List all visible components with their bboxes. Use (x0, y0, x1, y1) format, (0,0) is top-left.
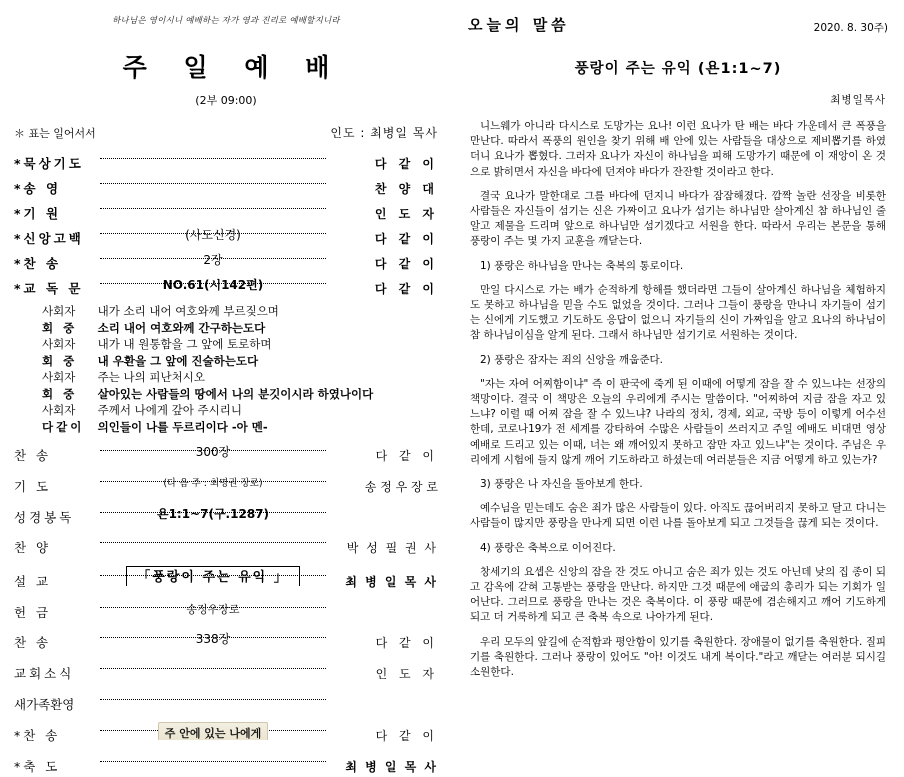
reading-text: 소리 내어 여호와께 간구하는도다 (97, 320, 266, 335)
note-row (0, 124, 452, 141)
order-item (14, 251, 438, 274)
dot-leader (100, 258, 326, 259)
order-item (14, 535, 438, 558)
dot-leader (100, 607, 326, 608)
order-center: NO.61(시142편) (162, 278, 264, 292)
order-center: 300장 (195, 445, 231, 459)
service-time: (2부 09:00) (195, 94, 257, 107)
order-middle (100, 226, 326, 243)
order-right: 다 같 이 (374, 257, 438, 271)
dot-leader (100, 481, 326, 482)
worship-order-column (0, 0, 452, 774)
sermon-paragraph: "자는 자여 어찌함이냐" 즉 이 판국에 죽게 된 이때에 어떻게 잠을 잘 수 있느냐는 선장의 책망이다. 결국 이 책망은 오늘의 우리에게 주시는 말씀이다. "어찌하여 지금 잠을 자고 있느냐? 이럴 때 어찌 잠을 잘 수 있느냐? 나라의 정치, 경제, 외교, 국방 등이 이렇게 어수선한데, 코로나19가 전 세계를 강타하여 수많은 사람들이 쓰러지고 주일 예배도 비대면 영상예배로 드리고 있는 이때, 너는 왜 깨어있지 못하고 잠만 자고 있느냐"는 것이다. 주님은 우리에게 시험에 들지 않게 깨어 기도하라고 하셨는데 여러분들은 지금 어떻게 하고 있는가? (470, 377, 886, 466)
order-label: *기 원 (14, 206, 62, 221)
order-label: 성경봉독 (14, 510, 75, 525)
order-item (14, 600, 438, 622)
dot-leader (100, 283, 326, 284)
sermon-paragraph: 3) 풍랑은 나 자신을 돌아보게 한다. (480, 478, 643, 491)
order-item (14, 566, 438, 592)
order-middle (100, 566, 326, 586)
order-item (14, 692, 438, 714)
order-item (14, 201, 438, 224)
order-middle (100, 722, 326, 740)
order-list-top (0, 151, 452, 299)
reading-speaker: 다같이 (42, 419, 85, 434)
order-center: 송정우장로 (186, 603, 240, 616)
dot-leader (100, 158, 326, 159)
sermon-body (452, 119, 904, 680)
sermon-header (452, 0, 904, 35)
order-middle (100, 201, 326, 218)
order-label: *신앙고백 (14, 231, 84, 246)
order-center: (사도신경) (185, 228, 241, 242)
sermon-paragraph: 1) 풍랑은 하나님을 만나는 축복의 통로이다. (480, 259, 684, 272)
order-middle (100, 535, 326, 552)
reading-line (42, 402, 452, 419)
sermon-paragraph: 4) 풍랑은 축복으로 이어진다. (480, 541, 616, 554)
order-label: 기 도 (14, 479, 52, 494)
dot-leader (100, 183, 326, 184)
order-right: 다 같 이 (374, 157, 438, 171)
order-center: 338장 (195, 632, 231, 646)
top-verse: 하나님은 영이시니 예배하는 자가 영과 진리로 예배할지니라 (112, 16, 340, 26)
order-right: 박 성 필 권 사 (346, 541, 438, 555)
reading-line (42, 336, 452, 353)
order-right: 다 같 이 (375, 449, 438, 463)
order-right: 최 병 일 목 사 (345, 575, 438, 589)
reading-text: 주는 나의 피난처시오 (97, 370, 205, 384)
order-label: 헌 금 (14, 605, 52, 620)
order-middle (100, 251, 326, 268)
order-item (14, 276, 438, 299)
order-middle (100, 443, 326, 460)
reading-speaker: 사회자 (42, 304, 76, 318)
order-item (14, 630, 438, 653)
sermon-paragraph: 결국 요나가 말한대로 그를 바다에 던지니 바다가 잠잠해졌다. 깜짝 놀란 선장을 비롯한 사람들은 자신들이 섬기는 신은 가짜이고 요나가 섬기는 하나님만 살아계신 참 하나님인 줄 알고 제물을 드리며 앞으로 하나님만 섬기겠다고 서원을 한다. 따라서 우리는 본문을 통해 풍랑이 주는 몇 가지 교훈을 깨닫는다. (470, 189, 886, 248)
dot-leader (100, 761, 326, 762)
order-label: *교 독 문 (14, 281, 84, 296)
reading-speaker: 회 중 (42, 320, 78, 335)
page-title: 주 일 예 배 (122, 53, 344, 82)
reading-text: 내가 소리 내어 여호와께 부르짖으며 (97, 304, 279, 318)
order-item (14, 443, 438, 466)
order-right: 다 같 이 (374, 282, 438, 296)
reading-line (42, 353, 452, 370)
sermon-title-box: 「풍랑이 주는 유익 」 (126, 566, 299, 586)
reading-speaker: 사회자 (42, 370, 76, 384)
responsive-reading (0, 303, 452, 435)
dot-leader (100, 575, 326, 576)
reading-speaker: 사회자 (42, 337, 76, 351)
bulletin-date: 2020. 8. 30주) (813, 22, 888, 34)
order-label: 새가족환영 (14, 697, 75, 712)
order-middle (100, 661, 326, 678)
order-label: *송 영 (14, 181, 62, 196)
reading-text: 주께서 나에게 갚아 주시리니 (97, 403, 242, 417)
reading-line (42, 369, 452, 386)
order-item (14, 505, 438, 527)
order-right: 인 도 자 (375, 667, 438, 681)
sermon-author: 최병일목사 (830, 94, 886, 106)
order-center (100, 566, 326, 586)
order-middle (100, 630, 326, 647)
reading-line (42, 419, 452, 436)
order-right: 송 정 우 장 로 (364, 480, 438, 494)
reading-speaker: 회 중 (42, 353, 78, 368)
order-item (14, 754, 438, 777)
order-middle (100, 505, 326, 522)
dot-leader (100, 450, 326, 451)
order-right: 다 같 이 (375, 636, 438, 650)
reading-text: 내가 내 원통함을 그 앞에 토로하며 (97, 337, 272, 351)
leader-note: 인도 : 최병일 목사 (330, 126, 438, 140)
order-middle (100, 276, 326, 293)
sermon-paragraph: 창세기의 요셉은 신앙의 잠을 잔 것도 아니고 숨은 죄가 있는 것도 아닌데 낮의 집 종이 되고 감옥에 갇혀 고통받는 풍랑을 만난다. 하지만 그것 때문에 애굽의 총리가 되는 기회가 일어난다. 그러므로 풍랑을 만나는 것은 축복이다. 이 풍랑 때문에 겸손해지고 깨어 기도하게 되고 더 거룩하게 되고 큰 축복 속으로 나아가게 된다. (470, 565, 886, 624)
dot-leader (100, 637, 326, 638)
order-middle (100, 176, 326, 193)
order-label: 찬 양 (14, 540, 52, 555)
sermon-column (452, 0, 904, 736)
sermon-paragraph: 예수님을 믿는데도 숨은 죄가 많은 사람들이 있다. 아직도 끊어버리지 못하고 달고 다니는 사람들이 많지만 풍랑을 만나게 되면 이런 나를 돌아보게 되고 그것들을 끊게 되는 것이다. (470, 502, 886, 530)
order-right: 최 병 일 목 사 (345, 760, 438, 774)
reading-line (42, 386, 452, 403)
hymn-title-image: 주 안에 있는 나에게 (158, 722, 269, 740)
order-middle (100, 474, 326, 491)
order-item (14, 226, 438, 249)
reading-line (42, 320, 452, 337)
reading-speaker: 회 중 (42, 386, 78, 401)
order-label: *묵상기도 (14, 156, 84, 171)
order-right: 인 도 자 (374, 207, 438, 221)
sermon-section-title: 오늘의 말씀 (468, 16, 570, 34)
order-item (14, 151, 438, 174)
dot-leader (100, 208, 326, 209)
order-right: 찬 양 대 (374, 182, 438, 196)
dot-leader (100, 233, 326, 234)
order-item (14, 722, 438, 746)
order-middle (100, 754, 326, 771)
sermon-title: 풍랑이 주는 유익 (욘1:1~7) (574, 61, 782, 77)
reading-text: 의인들이 나를 두르리이다 -아 멘- (97, 419, 268, 434)
reading-text: 살아있는 사람들의 땅에서 나의 분깃이시라 하였나이다 (97, 386, 374, 401)
order-label: *찬 송 (14, 256, 62, 271)
order-center: 2장 (203, 253, 223, 267)
order-center: 욘1:1~7(구.1287) (156, 507, 269, 521)
dot-leader (100, 512, 326, 513)
order-label: 설 교 (14, 574, 52, 589)
sermon-paragraph: 니느웨가 아니라 다시스로 도망가는 요나! 이런 요나가 탄 배는 바다 가운데서 큰 폭풍을 만난다. 따라서 폭풍의 원인을 찾기 위해 배 안에 있는 사람들을 대상으로 제비뽑기를 하였더니 요나가 뽑혔다. 그러자 요나가 자신이 하나님을 피해 도망가기 때문에 이 재앙이 온 것으로 밝히면서 자신을 바다에 던져야 바다가 잔잔할 것이라고 한다. (470, 120, 886, 178)
sermon-paragraph: 우리 모두의 앞길에 순적함과 평안함이 있기를 축원한다. 장애물이 없기를 축원한다. 질피기를 축원한다. 그러나 풍랑이 있어도 "아! 이것도 내게 복이다."라고 깨닫는 여러분 되시길 소원한다. (470, 635, 886, 679)
dot-leader (100, 542, 326, 543)
standing-note: ＊ 표는 일어서서 (14, 127, 96, 140)
order-item (14, 661, 438, 684)
order-center (100, 722, 326, 740)
order-label: 찬 송 (14, 635, 52, 650)
order-label: 찬 송 (14, 448, 52, 463)
order-right: 다 같 이 (374, 232, 438, 246)
reading-speaker: 사회자 (42, 403, 76, 417)
order-item (14, 474, 438, 497)
order-label: 교회소식 (14, 666, 75, 681)
order-label: *축 도 (14, 759, 61, 774)
order-center: (다 음 주 : 최명권 장로) (163, 478, 263, 489)
order-middle (100, 600, 326, 617)
dot-leader (100, 730, 326, 731)
reading-line (42, 303, 452, 320)
dot-leader (100, 668, 326, 669)
order-middle (100, 151, 326, 168)
order-item (14, 176, 438, 199)
order-label: *찬 송 (14, 728, 61, 743)
order-middle (100, 692, 326, 709)
dot-leader (100, 699, 326, 700)
sermon-paragraph: 만일 다시스로 가는 배가 순적하게 항해를 했더라면 그들이 살아계신 하나님을 체험하지도 못하고 하나님을 믿을 수도 없었을 것이다. 그러나 그들이 풍랑을 만나니 자기들이 섬기는 신에게 기도했고 기도하도 응답이 없으니 자기들의 신이 가짜임을 알고 요나의 하나님이 참 하나님이심을 알게 된다. 그래서 하나님만 섬기기로 서원하는 것이다. (470, 283, 886, 342)
reading-text: 내 우환을 그 앞에 진술하는도다 (97, 353, 259, 368)
order-right: 다 같 이 (375, 729, 438, 743)
sermon-paragraph: 2) 풍랑은 잠자는 죄의 신앙을 깨웁준다. (480, 353, 663, 366)
order-list-bottom (0, 443, 452, 777)
